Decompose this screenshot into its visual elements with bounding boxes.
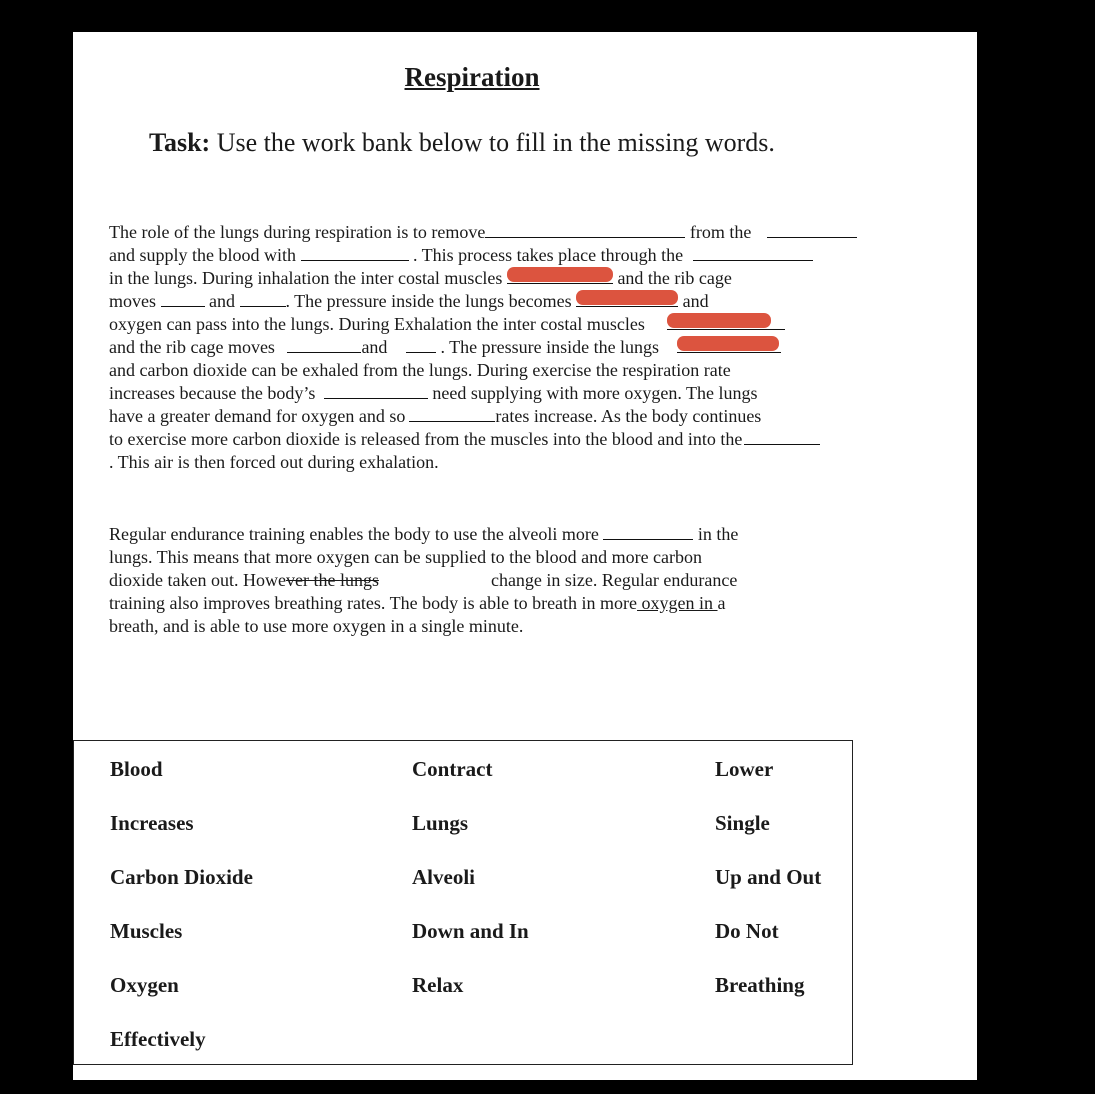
text: to exercise more carbon dioxide is released from the muscles into the blood and into the xyxy=(109,429,743,449)
text: from the xyxy=(685,222,752,242)
text: and supply the blood with xyxy=(109,245,301,265)
bank-word: Carbon Dioxide xyxy=(110,865,253,889)
bank-word: Up and Out xyxy=(715,865,822,889)
worksheet-page xyxy=(73,32,977,1080)
bank-word: Single xyxy=(715,811,770,835)
text: and xyxy=(204,291,240,311)
blank-12-redacted[interactable] xyxy=(677,336,781,353)
blank-6[interactable] xyxy=(161,290,205,307)
red-highlight xyxy=(677,336,779,351)
text: and xyxy=(678,291,709,311)
page-title: Respiration xyxy=(404,62,540,92)
text: moves xyxy=(109,291,161,311)
task-instruction xyxy=(149,128,775,158)
text: have a greater demand for oxygen and so xyxy=(109,406,406,426)
text: rates increase. As the body continues xyxy=(495,406,762,426)
p1-line-6 xyxy=(109,336,857,359)
text: dioxide taken out. Howe xyxy=(109,570,286,590)
text: Regular endurance training enables the body to use the alveoli more xyxy=(109,524,604,544)
blank-1[interactable] xyxy=(485,221,685,238)
text: in the lungs. During inhalation the inter costal muscles xyxy=(109,268,507,288)
p1-line-5 xyxy=(109,313,857,336)
blank-5-redacted[interactable] xyxy=(507,267,613,284)
blank-3[interactable] xyxy=(301,244,409,261)
bank-word: Oxygen xyxy=(110,973,179,997)
text: a xyxy=(717,593,726,613)
bank-word: Lower xyxy=(715,757,774,781)
p1-line-9 xyxy=(109,405,857,428)
blank-16[interactable] xyxy=(603,523,693,540)
p1-line-3 xyxy=(109,267,857,290)
p1-line-8 xyxy=(109,382,857,405)
p1-line-1 xyxy=(109,221,857,244)
p1-line-7: and carbon dioxide can be exhaled from the lungs. During exercise the respiration rate xyxy=(109,360,731,380)
red-highlight xyxy=(576,290,678,305)
underlined-text: oxygen in xyxy=(637,593,718,613)
text: need supplying with more oxygen. The lungs xyxy=(427,383,758,403)
blank-14[interactable] xyxy=(409,405,495,422)
p2-line-4 xyxy=(109,592,738,615)
word-bank xyxy=(73,740,853,1065)
red-highlight xyxy=(507,267,613,282)
blank-8-redacted[interactable] xyxy=(576,290,678,307)
blank-13[interactable] xyxy=(324,382,428,399)
p1-line-11: . This air is then forced out during exhalation. xyxy=(109,452,439,472)
paragraph-1 xyxy=(109,221,857,474)
text: . The pressure inside the lungs becomes xyxy=(285,291,577,311)
bank-word: Down and In xyxy=(412,919,529,943)
blank-15[interactable] xyxy=(744,428,820,445)
blank-2[interactable] xyxy=(767,221,857,238)
text: oxygen can pass into the lungs. During Exhalation the inter costal muscles xyxy=(109,314,645,334)
paragraph-2 xyxy=(109,523,738,638)
blank-10[interactable] xyxy=(287,336,361,353)
p1-line-4 xyxy=(109,290,857,313)
p1-line-10 xyxy=(109,428,857,451)
blank-11[interactable] xyxy=(406,336,436,353)
text: and xyxy=(361,337,392,357)
bank-word: Breathing xyxy=(715,973,805,997)
p2-line-1 xyxy=(109,523,738,546)
bank-word: Alveoli xyxy=(412,865,475,889)
blank-7[interactable] xyxy=(240,290,286,307)
text: . The pressure inside the lungs xyxy=(435,337,660,357)
text: and the rib cage moves xyxy=(109,337,280,357)
text: training also improves breathing rates. The body is able to breath in more xyxy=(109,593,638,613)
blank-9-redacted[interactable] xyxy=(667,313,785,330)
text: increases because the body’s xyxy=(109,383,320,403)
text: . This process takes place through the xyxy=(408,245,684,265)
p2-line-2: lungs. This means that more oxygen can be supplied to the blood and more carbon xyxy=(109,547,703,567)
task-label: Task: xyxy=(149,128,211,157)
bank-word: Contract xyxy=(412,757,493,781)
bank-word: Lungs xyxy=(412,811,469,835)
p2-line-5: breath, and is able to use more oxygen in a single minute. xyxy=(109,616,524,636)
text: in the xyxy=(693,524,739,544)
bank-word: Do Not xyxy=(715,919,779,943)
p1-line-2 xyxy=(109,244,857,267)
bank-word: Increases xyxy=(110,811,194,835)
text: and the rib cage xyxy=(612,268,732,288)
task-text: Use the work bank below to fill in the missing words. xyxy=(210,128,775,157)
red-highlight xyxy=(667,313,771,328)
bank-word: Effectively xyxy=(110,1027,206,1051)
blank-4[interactable] xyxy=(693,244,813,261)
struck-text: ver the lungs xyxy=(285,570,379,590)
p2-line-3 xyxy=(109,569,738,592)
bank-word: Muscles xyxy=(110,919,183,943)
bank-word: Relax xyxy=(412,973,464,997)
bank-word: Blood xyxy=(110,757,163,781)
text: The role of the lungs during respiration is to remove xyxy=(109,222,486,242)
text: change in size. Regular endurance xyxy=(490,570,738,590)
